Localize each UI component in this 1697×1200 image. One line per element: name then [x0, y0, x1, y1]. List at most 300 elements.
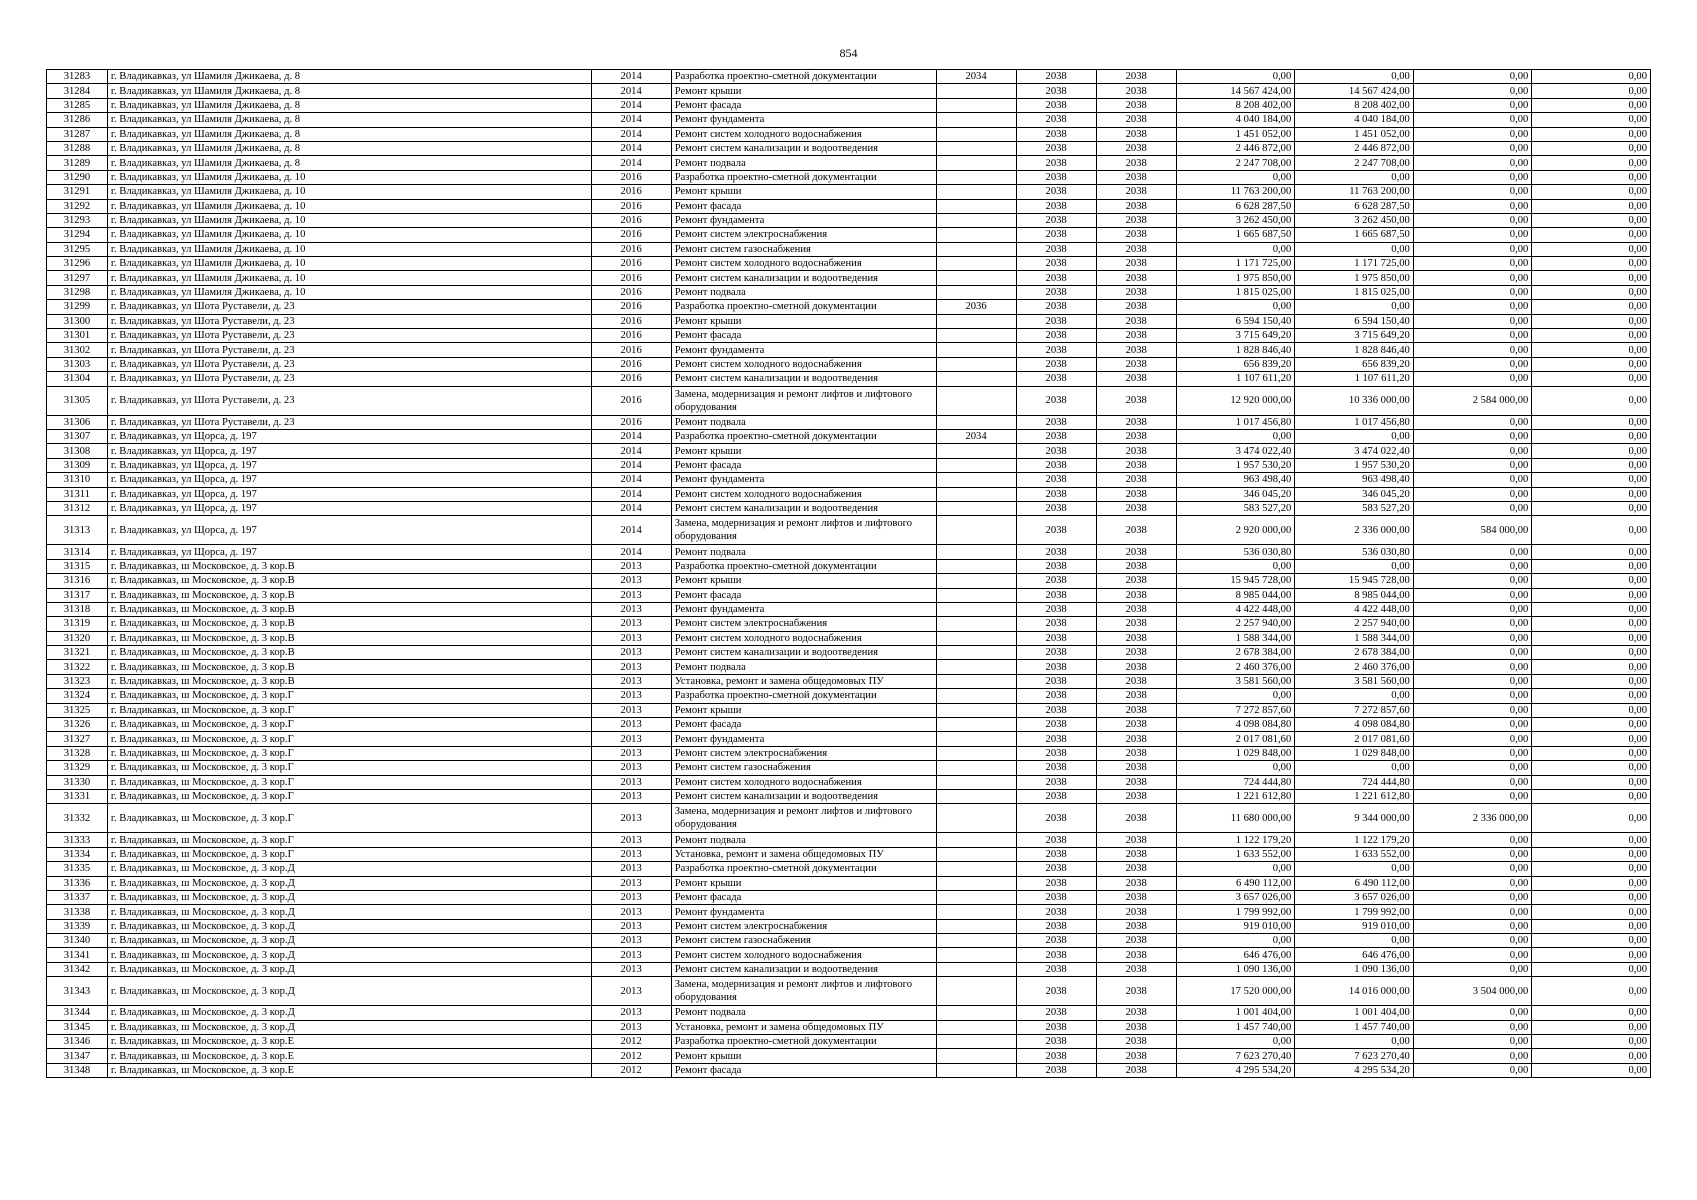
address-cell: г. Владикавказ, ш Московское, д. 3 кор.Е: [107, 1049, 591, 1063]
end-year-cell: 2038: [1096, 1049, 1176, 1063]
subsidy-cost-cell: 0,00: [1413, 847, 1532, 861]
record-id-cell: 31333: [47, 833, 108, 847]
record-id-cell: 31321: [47, 646, 108, 660]
total-cost-cell: 3 581 560,00: [1176, 674, 1295, 688]
work-type-cell: Ремонт подвала: [671, 156, 936, 170]
record-id-cell: 31303: [47, 357, 108, 371]
address-cell: г. Владикавказ, ул Шота Руставели, д. 23: [107, 329, 591, 343]
fund-cost-cell: 10 336 000,00: [1295, 386, 1414, 415]
end-year-cell: 2038: [1096, 890, 1176, 904]
table-row: [47, 775, 1651, 789]
commissioning-year-cell: 2013: [591, 660, 671, 674]
work-type-cell: Ремонт систем канализации и водоотведения: [671, 372, 936, 386]
other-cost-cell: 0,00: [1532, 703, 1651, 717]
address-cell: г. Владикавказ, ул Щорса, д. 197: [107, 444, 591, 458]
commissioning-year-cell: 2016: [591, 372, 671, 386]
work-type-cell: Ремонт систем газоснабжения: [671, 242, 936, 256]
end-year-cell: 2038: [1096, 948, 1176, 962]
end-year-cell: 2038: [1096, 242, 1176, 256]
total-cost-cell: 14 567 424,00: [1176, 84, 1295, 98]
record-id-cell: 31345: [47, 1020, 108, 1034]
start-year-cell: 2038: [1016, 1063, 1096, 1077]
end-year-cell: 2038: [1096, 732, 1176, 746]
end-year-cell: 2038: [1096, 300, 1176, 314]
total-cost-cell: 7 623 270,40: [1176, 1049, 1295, 1063]
design-year-cell: [936, 962, 1016, 976]
total-cost-cell: 1 665 687,50: [1176, 228, 1295, 242]
end-year-cell: 2038: [1096, 746, 1176, 760]
record-id-cell: 31297: [47, 271, 108, 285]
table-row: [47, 343, 1651, 357]
total-cost-cell: 1 975 850,00: [1176, 271, 1295, 285]
total-cost-cell: 3 657 026,00: [1176, 890, 1295, 904]
subsidy-cost-cell: 0,00: [1413, 1035, 1532, 1049]
fund-cost-cell: 14 567 424,00: [1295, 84, 1414, 98]
subsidy-cost-cell: 2 584 000,00: [1413, 386, 1532, 415]
work-type-cell: Ремонт систем холодного водоснабжения: [671, 127, 936, 141]
design-year-cell: [936, 343, 1016, 357]
total-cost-cell: 656 839,20: [1176, 357, 1295, 371]
other-cost-cell: 0,00: [1532, 458, 1651, 472]
subsidy-cost-cell: 0,00: [1413, 862, 1532, 876]
design-year-cell: [936, 617, 1016, 631]
design-year-cell: [936, 1035, 1016, 1049]
record-id-cell: 31334: [47, 847, 108, 861]
total-cost-cell: 3 715 649,20: [1176, 329, 1295, 343]
address-cell: г. Владикавказ, ул Шамиля Джикаева, д. 8: [107, 113, 591, 127]
record-id-cell: 31309: [47, 458, 108, 472]
commissioning-year-cell: 2013: [591, 890, 671, 904]
fund-cost-cell: 646 476,00: [1295, 948, 1414, 962]
work-type-cell: Разработка проектно-сметной документации: [671, 1035, 936, 1049]
work-type-cell: Ремонт крыши: [671, 703, 936, 717]
end-year-cell: 2038: [1096, 343, 1176, 357]
other-cost-cell: 0,00: [1532, 862, 1651, 876]
table-row: [47, 602, 1651, 616]
start-year-cell: 2038: [1016, 84, 1096, 98]
other-cost-cell: 0,00: [1532, 1035, 1651, 1049]
record-id-cell: 31348: [47, 1063, 108, 1077]
start-year-cell: 2038: [1016, 113, 1096, 127]
record-id-cell: 31311: [47, 487, 108, 501]
fund-cost-cell: 2 446 872,00: [1295, 141, 1414, 155]
other-cost-cell: 0,00: [1532, 113, 1651, 127]
other-cost-cell: 0,00: [1532, 602, 1651, 616]
address-cell: г. Владикавказ, ул Шамиля Джикаева, д. 10: [107, 185, 591, 199]
work-type-cell: Ремонт фасада: [671, 199, 936, 213]
address-cell: г. Владикавказ, ш Московское, д. 3 кор.В: [107, 574, 591, 588]
commissioning-year-cell: 2014: [591, 429, 671, 443]
fund-cost-cell: 0,00: [1295, 300, 1414, 314]
commissioning-year-cell: 2013: [591, 761, 671, 775]
end-year-cell: 2038: [1096, 1020, 1176, 1034]
other-cost-cell: 0,00: [1532, 876, 1651, 890]
other-cost-cell: 0,00: [1532, 501, 1651, 515]
work-type-cell: Ремонт фасада: [671, 458, 936, 472]
table-row: [47, 185, 1651, 199]
end-year-cell: 2038: [1096, 646, 1176, 660]
table-row: [47, 905, 1651, 919]
fund-cost-cell: 2 257 940,00: [1295, 617, 1414, 631]
table-row: [47, 646, 1651, 660]
other-cost-cell: 0,00: [1532, 199, 1651, 213]
design-year-cell: [936, 329, 1016, 343]
commissioning-year-cell: 2016: [591, 271, 671, 285]
end-year-cell: 2038: [1096, 689, 1176, 703]
commissioning-year-cell: 2013: [591, 934, 671, 948]
work-type-cell: Ремонт крыши: [671, 84, 936, 98]
start-year-cell: 2038: [1016, 919, 1096, 933]
work-type-cell: Ремонт систем холодного водоснабжения: [671, 487, 936, 501]
record-id-cell: 31312: [47, 501, 108, 515]
other-cost-cell: 0,00: [1532, 660, 1651, 674]
subsidy-cost-cell: 0,00: [1413, 703, 1532, 717]
subsidy-cost-cell: 2 336 000,00: [1413, 804, 1532, 833]
start-year-cell: 2038: [1016, 516, 1096, 545]
design-year-cell: [936, 357, 1016, 371]
record-id-cell: 31327: [47, 732, 108, 746]
start-year-cell: 2038: [1016, 242, 1096, 256]
design-year-cell: [936, 919, 1016, 933]
subsidy-cost-cell: 0,00: [1413, 1006, 1532, 1020]
end-year-cell: 2038: [1096, 862, 1176, 876]
table-row: [47, 934, 1651, 948]
fund-cost-cell: 15 945 728,00: [1295, 574, 1414, 588]
table-row: [47, 213, 1651, 227]
address-cell: г. Владикавказ, ул Шота Руставели, д. 23: [107, 343, 591, 357]
record-id-cell: 31313: [47, 516, 108, 545]
end-year-cell: 2038: [1096, 789, 1176, 803]
subsidy-cost-cell: 0,00: [1413, 718, 1532, 732]
total-cost-cell: 1 799 992,00: [1176, 905, 1295, 919]
address-cell: г. Владикавказ, ул Шамиля Джикаева, д. 8: [107, 70, 591, 84]
start-year-cell: 2038: [1016, 890, 1096, 904]
work-type-cell: Ремонт систем холодного водоснабжения: [671, 631, 936, 645]
fund-cost-cell: 0,00: [1295, 170, 1414, 184]
record-id-cell: 31342: [47, 962, 108, 976]
work-type-cell: Ремонт фасада: [671, 1063, 936, 1077]
record-id-cell: 31301: [47, 329, 108, 343]
table-row: [47, 257, 1651, 271]
design-year-cell: [936, 876, 1016, 890]
fund-cost-cell: 4 295 534,20: [1295, 1063, 1414, 1077]
other-cost-cell: 0,00: [1532, 775, 1651, 789]
table-row: [47, 617, 1651, 631]
total-cost-cell: 6 490 112,00: [1176, 876, 1295, 890]
table-row: [47, 689, 1651, 703]
fund-cost-cell: 1 029 848,00: [1295, 746, 1414, 760]
other-cost-cell: 0,00: [1532, 300, 1651, 314]
table-row: [47, 890, 1651, 904]
work-type-cell: Ремонт фундамента: [671, 343, 936, 357]
start-year-cell: 2038: [1016, 487, 1096, 501]
subsidy-cost-cell: 0,00: [1413, 199, 1532, 213]
record-id-cell: 31337: [47, 890, 108, 904]
start-year-cell: 2038: [1016, 833, 1096, 847]
total-cost-cell: 1 090 136,00: [1176, 962, 1295, 976]
commissioning-year-cell: 2013: [591, 775, 671, 789]
record-id-cell: 31283: [47, 70, 108, 84]
work-type-cell: Ремонт систем электроснабжения: [671, 617, 936, 631]
start-year-cell: 2038: [1016, 746, 1096, 760]
commissioning-year-cell: 2013: [591, 876, 671, 890]
record-id-cell: 31340: [47, 934, 108, 948]
start-year-cell: 2038: [1016, 660, 1096, 674]
fund-cost-cell: 0,00: [1295, 689, 1414, 703]
record-id-cell: 31344: [47, 1006, 108, 1020]
end-year-cell: 2038: [1096, 574, 1176, 588]
table-row: [47, 300, 1651, 314]
subsidy-cost-cell: 0,00: [1413, 588, 1532, 602]
total-cost-cell: 4 040 184,00: [1176, 113, 1295, 127]
table-row: [47, 919, 1651, 933]
record-id-cell: 31347: [47, 1049, 108, 1063]
commissioning-year-cell: 2013: [591, 833, 671, 847]
work-type-cell: Замена, модернизация и ремонт лифтов и лифтового оборудования: [671, 977, 936, 1006]
design-year-cell: [936, 1006, 1016, 1020]
design-year-cell: [936, 545, 1016, 559]
work-type-cell: Ремонт систем холодного водоснабжения: [671, 257, 936, 271]
subsidy-cost-cell: 0,00: [1413, 646, 1532, 660]
table-row: [47, 545, 1651, 559]
fund-cost-cell: 2 247 708,00: [1295, 156, 1414, 170]
total-cost-cell: 0,00: [1176, 761, 1295, 775]
design-year-cell: [936, 905, 1016, 919]
record-id-cell: 31330: [47, 775, 108, 789]
end-year-cell: 2038: [1096, 458, 1176, 472]
record-id-cell: 31292: [47, 199, 108, 213]
design-year-cell: [936, 1063, 1016, 1077]
end-year-cell: 2038: [1096, 660, 1176, 674]
commissioning-year-cell: 2012: [591, 1063, 671, 1077]
work-type-cell: Ремонт крыши: [671, 444, 936, 458]
subsidy-cost-cell: 0,00: [1413, 185, 1532, 199]
end-year-cell: 2038: [1096, 602, 1176, 616]
record-id-cell: 31338: [47, 905, 108, 919]
end-year-cell: 2038: [1096, 703, 1176, 717]
start-year-cell: 2038: [1016, 689, 1096, 703]
total-cost-cell: 6 628 287,50: [1176, 199, 1295, 213]
total-cost-cell: 1 828 846,40: [1176, 343, 1295, 357]
record-id-cell: 31287: [47, 127, 108, 141]
fund-cost-cell: 6 594 150,40: [1295, 314, 1414, 328]
work-type-cell: Ремонт фундамента: [671, 905, 936, 919]
commissioning-year-cell: 2013: [591, 905, 671, 919]
total-cost-cell: 1 815 025,00: [1176, 285, 1295, 299]
address-cell: г. Владикавказ, ул Шота Руставели, д. 23: [107, 415, 591, 429]
subsidy-cost-cell: 0,00: [1413, 257, 1532, 271]
commissioning-year-cell: 2016: [591, 185, 671, 199]
start-year-cell: 2038: [1016, 732, 1096, 746]
address-cell: г. Владикавказ, ул Шамиля Джикаева, д. 8: [107, 84, 591, 98]
design-year-cell: [936, 674, 1016, 688]
commissioning-year-cell: 2013: [591, 674, 671, 688]
end-year-cell: 2038: [1096, 113, 1176, 127]
start-year-cell: 2038: [1016, 1006, 1096, 1020]
other-cost-cell: 0,00: [1532, 271, 1651, 285]
other-cost-cell: 0,00: [1532, 127, 1651, 141]
subsidy-cost-cell: 0,00: [1413, 113, 1532, 127]
subsidy-cost-cell: 0,00: [1413, 228, 1532, 242]
other-cost-cell: 0,00: [1532, 487, 1651, 501]
table-row: [47, 660, 1651, 674]
subsidy-cost-cell: 0,00: [1413, 300, 1532, 314]
design-year-cell: [936, 703, 1016, 717]
record-id-cell: 31310: [47, 473, 108, 487]
start-year-cell: 2038: [1016, 343, 1096, 357]
table-row: [47, 113, 1651, 127]
commissioning-year-cell: 2016: [591, 343, 671, 357]
other-cost-cell: 0,00: [1532, 242, 1651, 256]
commissioning-year-cell: 2013: [591, 574, 671, 588]
fund-cost-cell: 2 017 081,60: [1295, 732, 1414, 746]
record-id-cell: 31299: [47, 300, 108, 314]
other-cost-cell: 0,00: [1532, 444, 1651, 458]
total-cost-cell: 2 257 940,00: [1176, 617, 1295, 631]
end-year-cell: 2038: [1096, 257, 1176, 271]
work-type-cell: Ремонт систем электроснабжения: [671, 746, 936, 760]
total-cost-cell: 2 017 081,60: [1176, 732, 1295, 746]
design-year-cell: [936, 559, 1016, 573]
design-year-cell: [936, 718, 1016, 732]
end-year-cell: 2038: [1096, 329, 1176, 343]
subsidy-cost-cell: 0,00: [1413, 242, 1532, 256]
commissioning-year-cell: 2012: [591, 1049, 671, 1063]
fund-cost-cell: 1 171 725,00: [1295, 257, 1414, 271]
record-id-cell: 31302: [47, 343, 108, 357]
end-year-cell: 2038: [1096, 271, 1176, 285]
commissioning-year-cell: 2014: [591, 127, 671, 141]
design-year-cell: [936, 185, 1016, 199]
fund-cost-cell: 7 272 857,60: [1295, 703, 1414, 717]
commissioning-year-cell: 2013: [591, 919, 671, 933]
start-year-cell: 2038: [1016, 127, 1096, 141]
record-id-cell: 31339: [47, 919, 108, 933]
subsidy-cost-cell: 0,00: [1413, 285, 1532, 299]
address-cell: г. Владикавказ, ш Московское, д. 3 кор.Д: [107, 962, 591, 976]
other-cost-cell: 0,00: [1532, 545, 1651, 559]
table-row: [47, 314, 1651, 328]
record-id-cell: 31320: [47, 631, 108, 645]
start-year-cell: 2038: [1016, 372, 1096, 386]
work-type-cell: Установка, ремонт и замена общедомовых ПУ: [671, 847, 936, 861]
end-year-cell: 2038: [1096, 962, 1176, 976]
table-row: [47, 574, 1651, 588]
subsidy-cost-cell: 0,00: [1413, 271, 1532, 285]
other-cost-cell: 0,00: [1532, 213, 1651, 227]
table-row: [47, 127, 1651, 141]
design-year-cell: [936, 789, 1016, 803]
end-year-cell: 2038: [1096, 545, 1176, 559]
work-type-cell: Ремонт систем канализации и водоотведения: [671, 141, 936, 155]
total-cost-cell: 0,00: [1176, 170, 1295, 184]
design-year-cell: [936, 141, 1016, 155]
design-year-cell: [936, 746, 1016, 760]
fund-cost-cell: 536 030,80: [1295, 545, 1414, 559]
other-cost-cell: 0,00: [1532, 141, 1651, 155]
design-year-cell: [936, 285, 1016, 299]
other-cost-cell: 0,00: [1532, 746, 1651, 760]
work-type-cell: Ремонт подвала: [671, 660, 936, 674]
fund-cost-cell: 8 208 402,00: [1295, 98, 1414, 112]
address-cell: г. Владикавказ, ул Щорса, д. 197: [107, 545, 591, 559]
subsidy-cost-cell: 0,00: [1413, 617, 1532, 631]
end-year-cell: 2038: [1096, 1035, 1176, 1049]
total-cost-cell: 4 422 448,00: [1176, 602, 1295, 616]
design-year-cell: [936, 689, 1016, 703]
other-cost-cell: 0,00: [1532, 170, 1651, 184]
other-cost-cell: 0,00: [1532, 156, 1651, 170]
commissioning-year-cell: 2014: [591, 84, 671, 98]
other-cost-cell: 0,00: [1532, 847, 1651, 861]
address-cell: г. Владикавказ, ш Московское, д. 3 кор.В: [107, 588, 591, 602]
total-cost-cell: 0,00: [1176, 242, 1295, 256]
design-year-cell: [936, 574, 1016, 588]
commissioning-year-cell: 2014: [591, 141, 671, 155]
end-year-cell: 2038: [1096, 444, 1176, 458]
total-cost-cell: 646 476,00: [1176, 948, 1295, 962]
other-cost-cell: 0,00: [1532, 977, 1651, 1006]
subsidy-cost-cell: 0,00: [1413, 775, 1532, 789]
address-cell: г. Владикавказ, ул Щорса, д. 197: [107, 429, 591, 443]
other-cost-cell: 0,00: [1532, 617, 1651, 631]
end-year-cell: 2038: [1096, 905, 1176, 919]
start-year-cell: 2038: [1016, 631, 1096, 645]
total-cost-cell: 1 171 725,00: [1176, 257, 1295, 271]
subsidy-cost-cell: 0,00: [1413, 314, 1532, 328]
fund-cost-cell: 1 815 025,00: [1295, 285, 1414, 299]
other-cost-cell: 0,00: [1532, 948, 1651, 962]
address-cell: г. Владикавказ, ш Московское, д. 3 кор.Г: [107, 833, 591, 847]
end-year-cell: 2038: [1096, 674, 1176, 688]
start-year-cell: 2038: [1016, 329, 1096, 343]
subsidy-cost-cell: 0,00: [1413, 357, 1532, 371]
other-cost-cell: 0,00: [1532, 372, 1651, 386]
end-year-cell: 2038: [1096, 141, 1176, 155]
work-type-cell: Разработка проектно-сметной документации: [671, 70, 936, 84]
total-cost-cell: 8 208 402,00: [1176, 98, 1295, 112]
start-year-cell: 2038: [1016, 718, 1096, 732]
address-cell: г. Владикавказ, ул Шамиля Джикаева, д. 8: [107, 141, 591, 155]
commissioning-year-cell: 2013: [591, 703, 671, 717]
total-cost-cell: 1 457 740,00: [1176, 1020, 1295, 1034]
work-type-cell: Разработка проектно-сметной документации: [671, 862, 936, 876]
start-year-cell: 2038: [1016, 862, 1096, 876]
subsidy-cost-cell: 0,00: [1413, 1063, 1532, 1077]
work-type-cell: Ремонт фундамента: [671, 602, 936, 616]
start-year-cell: 2038: [1016, 977, 1096, 1006]
table-row: [47, 487, 1651, 501]
address-cell: г. Владикавказ, ш Московское, д. 3 кор.Г: [107, 732, 591, 746]
address-cell: г. Владикавказ, ул Шамиля Джикаева, д. 10: [107, 199, 591, 213]
other-cost-cell: 0,00: [1532, 646, 1651, 660]
fund-cost-cell: 2 460 376,00: [1295, 660, 1414, 674]
other-cost-cell: 0,00: [1532, 890, 1651, 904]
end-year-cell: 2038: [1096, 588, 1176, 602]
start-year-cell: 2038: [1016, 156, 1096, 170]
record-id-cell: 31285: [47, 98, 108, 112]
end-year-cell: 2038: [1096, 775, 1176, 789]
design-year-cell: [936, 890, 1016, 904]
record-id-cell: 31326: [47, 718, 108, 732]
address-cell: г. Владикавказ, ул Шота Руставели, д. 23: [107, 386, 591, 415]
other-cost-cell: 0,00: [1532, 689, 1651, 703]
work-type-cell: Ремонт подвала: [671, 545, 936, 559]
end-year-cell: 2038: [1096, 559, 1176, 573]
work-type-cell: Ремонт подвала: [671, 833, 936, 847]
subsidy-cost-cell: 0,00: [1413, 890, 1532, 904]
subsidy-cost-cell: 0,00: [1413, 343, 1532, 357]
